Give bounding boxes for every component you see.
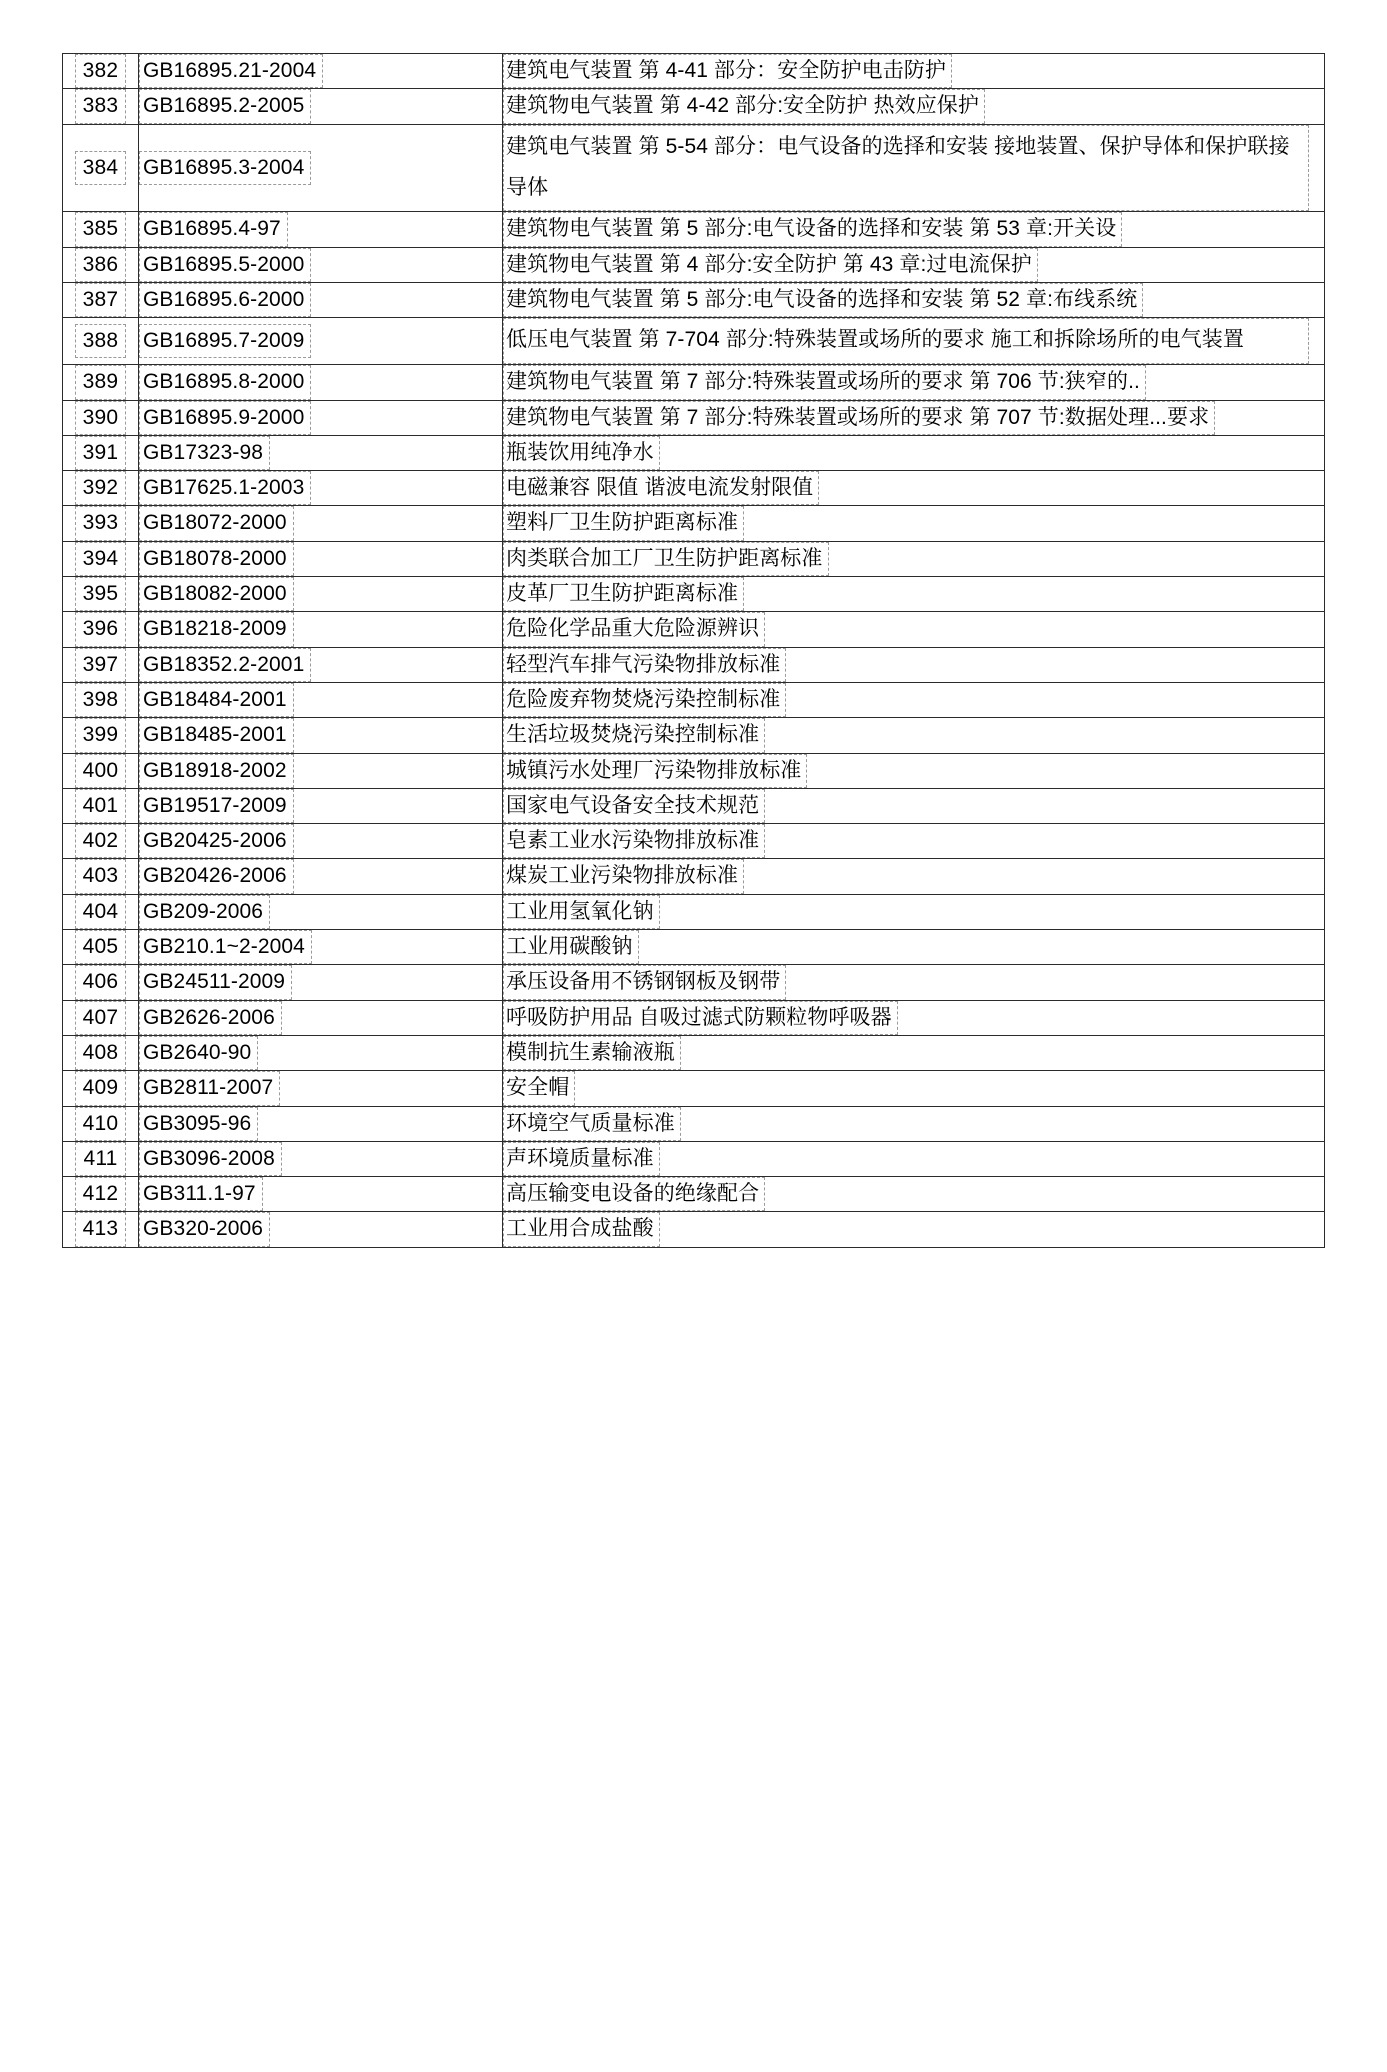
standard-title-text: 建筑物电气装置 第 5 部分:电气设备的选择和安装 第 53 章:开关设 [503,212,1122,246]
standard-code-text: GB2811-2007 [139,1071,280,1105]
standard-code-cell [139,753,503,788]
row-number-text: 389 [75,365,127,399]
standard-code-cell [139,894,503,929]
standard-code-text: GB16895.3-2004 [139,151,311,185]
row-number-cell [63,124,139,212]
standard-code-text: GB311.1-97 [139,1177,263,1211]
standard-title-text: 建筑电气装置 第 5-54 部分：电气设备的选择和安装 接地装置、保护导体和保护联接导体 [503,125,1309,212]
row-number-text: 395 [75,577,127,611]
table-row [63,1212,1325,1247]
standard-title-cell [503,753,1325,788]
table-row [63,400,1325,435]
standard-title-cell [503,930,1325,965]
standard-code-cell [139,247,503,282]
standard-code-text: GB18072-2000 [139,506,294,540]
row-number-cell [63,577,139,612]
row-number-cell [63,541,139,576]
standard-title-text: 建筑物电气装置 第 5 部分:电气设备的选择和安装 第 52 章:布线系统 [503,283,1143,317]
standard-code-text: GB16895.5-2000 [139,248,311,282]
standard-code-cell [139,1000,503,1035]
row-number-cell [63,89,139,124]
standard-code-cell [139,788,503,823]
row-number-cell [63,824,139,859]
standard-title-cell [503,647,1325,682]
row-number-text: 382 [75,54,127,88]
row-number-text: 397 [75,648,127,682]
table-row [63,753,1325,788]
standard-code-text: GB3096-2008 [139,1142,282,1176]
row-number-text: 387 [75,283,127,317]
standard-code-text: GB17625.1-2003 [139,471,311,505]
row-number-text: 411 [75,1142,125,1176]
standard-code-text: GB18918-2002 [139,754,294,788]
standard-title-text: 承压设备用不锈钢钢板及钢带 [503,965,786,999]
table-row [63,1000,1325,1035]
standards-table [62,53,1325,1248]
standard-title-cell [503,506,1325,541]
standard-code-cell [139,541,503,576]
standard-title-text: 煤炭工业污染物排放标准 [503,859,744,893]
standard-code-text: GB18078-2000 [139,542,294,576]
standards-table-body [63,54,1325,1248]
row-number-cell [63,435,139,470]
standard-code-text: GB2640-90 [139,1036,258,1070]
table-row [63,212,1325,247]
standard-title-text: 生活垃圾焚烧污染控制标准 [503,718,765,752]
row-number-text: 401 [75,789,127,823]
standard-title-cell [503,247,1325,282]
standard-code-text: GB16895.4-97 [139,212,288,246]
table-row [63,283,1325,318]
standard-code-text: GB18082-2000 [139,577,294,611]
standard-code-text: GB16895.2-2005 [139,89,311,123]
standard-code-cell [139,612,503,647]
table-row [63,718,1325,753]
standard-title-cell [503,541,1325,576]
standard-code-text: GB3095-96 [139,1107,258,1141]
standard-code-text: GB16895.21-2004 [139,54,323,88]
standard-title-text: 环境空气质量标准 [503,1107,681,1141]
row-number-cell [63,753,139,788]
standard-code-text: GB20426-2006 [139,859,294,893]
row-number-cell [63,506,139,541]
standard-code-cell [139,1035,503,1070]
standard-title-text: 轻型汽车排气污染物排放标准 [503,648,786,682]
standard-code-text: GB16895.8-2000 [139,365,311,399]
standard-code-text: GB18485-2001 [139,718,294,752]
table-row [63,89,1325,124]
standard-code-cell [139,1071,503,1106]
row-number-cell [63,54,139,89]
row-number-cell [63,1177,139,1212]
standard-title-cell [503,54,1325,89]
row-number-cell [63,471,139,506]
row-number-cell [63,1212,139,1247]
row-number-text: 405 [75,930,127,964]
row-number-text: 407 [75,1001,127,1035]
standard-code-text: GB18484-2001 [139,683,294,717]
standard-title-cell [503,965,1325,1000]
standard-code-cell [139,506,503,541]
standard-title-cell [503,89,1325,124]
row-number-text: 391 [75,436,127,470]
table-row [63,506,1325,541]
row-number-text: 390 [75,401,127,435]
standard-title-cell [503,435,1325,470]
standard-code-cell [139,400,503,435]
standard-code-cell [139,647,503,682]
table-row [63,859,1325,894]
standard-title-text: 建筑物电气装置 第 7 部分:特殊装置或场所的要求 第 706 节:狭窄的.. [503,365,1146,399]
standard-code-text: GB24511-2009 [139,965,292,999]
standard-code-text: GB18218-2009 [139,612,294,646]
table-row [63,930,1325,965]
standard-title-text: 呼吸防护用品 自吸过滤式防颗粒物呼吸器 [503,1001,898,1035]
row-number-cell [63,283,139,318]
standard-title-cell [503,1035,1325,1070]
standard-code-text: GB20425-2006 [139,824,294,858]
standard-code-text: GB320-2006 [139,1212,270,1246]
standard-code-text: GB18352.2-2001 [139,648,311,682]
row-number-cell [63,859,139,894]
standard-title-cell [503,1141,1325,1176]
standard-code-cell [139,1177,503,1212]
standard-title-cell [503,471,1325,506]
standard-code-text: GB2626-2006 [139,1001,282,1035]
standard-title-cell [503,612,1325,647]
standard-title-cell [503,400,1325,435]
standard-code-cell [139,824,503,859]
table-row [63,965,1325,1000]
table-row [63,541,1325,576]
table-row [63,1035,1325,1070]
row-number-cell [63,1141,139,1176]
row-number-cell [63,965,139,1000]
standard-code-cell [139,577,503,612]
row-number-text: 398 [75,683,127,717]
standard-title-text: 国家电气设备安全技术规范 [503,789,765,823]
table-row [63,435,1325,470]
standard-title-cell [503,1177,1325,1212]
table-row [63,365,1325,400]
table-row [63,471,1325,506]
table-row [63,612,1325,647]
standard-title-text: 建筑物电气装置 第 7 部分:特殊装置或场所的要求 第 707 节:数据处理...要求 [503,401,1215,435]
standard-code-cell [139,930,503,965]
row-number-cell [63,682,139,717]
standard-title-text: 危险废弃物焚烧污染控制标准 [503,683,786,717]
row-number-cell [63,1106,139,1141]
standard-code-cell [139,89,503,124]
standard-title-text: 工业用碳酸钠 [503,930,639,964]
row-number-text: 396 [75,612,127,646]
standard-code-cell [139,435,503,470]
row-number-text: 400 [75,754,127,788]
standard-code-cell [139,318,503,365]
table-row [63,1106,1325,1141]
row-number-cell [63,718,139,753]
row-number-cell [63,1071,139,1106]
row-number-text: 404 [75,895,127,929]
row-number-text: 410 [75,1107,127,1141]
table-row [63,682,1325,717]
standard-code-cell [139,965,503,1000]
table-row [63,894,1325,929]
standard-code-cell [139,1106,503,1141]
standard-code-text: GB209-2006 [139,895,270,929]
standard-title-cell [503,682,1325,717]
row-number-cell [63,894,139,929]
row-number-cell [63,647,139,682]
row-number-cell [63,247,139,282]
standard-code-cell [139,1212,503,1247]
standard-code-cell [139,283,503,318]
table-row [63,788,1325,823]
row-number-cell [63,400,139,435]
row-number-text: 412 [75,1177,127,1211]
row-number-text: 394 [75,542,127,576]
standard-code-text: GB16895.6-2000 [139,283,311,317]
standard-title-text: 肉类联合加工厂卫生防护距离标准 [503,542,829,576]
row-number-text: 393 [75,506,127,540]
standard-title-text: 危险化学品重大危险源辨识 [503,612,765,646]
table-row [63,1141,1325,1176]
standard-title-cell [503,1212,1325,1247]
standard-title-text: 安全帽 [503,1071,575,1105]
standard-title-text: 高压输变电设备的绝缘配合 [503,1177,765,1211]
table-row [63,124,1325,212]
standard-title-text: 电磁兼容 限值 谐波电流发射限值 [503,471,819,505]
standard-title-text: 建筑物电气装置 第 4 部分:安全防护 第 43 章:过电流保护 [503,248,1038,282]
standard-title-cell [503,318,1325,365]
table-row [63,54,1325,89]
row-number-text: 413 [75,1212,127,1246]
standard-title-text: 城镇污水处理厂污染物排放标准 [503,754,807,788]
table-row [63,647,1325,682]
standard-title-text: 工业用氢氧化钠 [503,895,660,929]
standard-title-cell [503,1071,1325,1106]
row-number-text: 402 [75,824,127,858]
row-number-cell [63,212,139,247]
standard-title-text: 瓶装饮用纯净水 [503,436,660,470]
standard-title-cell [503,1000,1325,1035]
standard-code-text: GB19517-2009 [139,789,294,823]
standard-code-cell [139,682,503,717]
row-number-cell [63,1035,139,1070]
row-number-text: 384 [75,151,127,185]
standard-code-text: GB16895.9-2000 [139,401,311,435]
row-number-text: 386 [75,248,127,282]
standard-code-cell [139,1141,503,1176]
row-number-text: 388 [75,324,127,358]
table-row [63,577,1325,612]
row-number-text: 385 [75,212,127,246]
standard-title-cell [503,859,1325,894]
row-number-text: 392 [75,471,127,505]
standard-title-text: 塑料厂卫生防护距离标准 [503,506,744,540]
standard-code-cell [139,718,503,753]
row-number-cell [63,612,139,647]
standard-title-text: 声环境质量标准 [503,1142,660,1176]
standard-title-text: 模制抗生素输液瓶 [503,1036,681,1070]
standard-title-cell [503,824,1325,859]
standard-code-text: GB17323-98 [139,436,270,470]
row-number-text: 383 [75,89,127,123]
standard-code-text: GB16895.7-2009 [139,324,311,358]
standard-title-cell [503,365,1325,400]
row-number-text: 399 [75,718,127,752]
row-number-text: 403 [75,859,127,893]
table-row [63,1177,1325,1212]
standard-code-cell [139,212,503,247]
row-number-text: 406 [75,965,127,999]
standard-title-cell [503,212,1325,247]
standard-code-cell [139,54,503,89]
table-row [63,1071,1325,1106]
row-number-cell [63,930,139,965]
standard-title-text: 低压电气装置 第 7-704 部分:特殊装置或场所的要求 施工和拆除场所的电气装置 [503,318,1309,364]
standard-title-cell [503,577,1325,612]
row-number-cell [63,365,139,400]
row-number-cell [63,318,139,365]
standard-title-cell [503,283,1325,318]
standard-code-cell [139,471,503,506]
standard-title-cell [503,124,1325,212]
standard-title-cell [503,894,1325,929]
standard-title-text: 建筑物电气装置 第 4-42 部分:安全防护 热效应保护 [503,89,985,123]
standard-title-text: 建筑电气装置 第 4-41 部分：安全防护电击防护 [503,54,952,88]
table-row [63,247,1325,282]
standard-code-cell [139,859,503,894]
standard-title-text: 工业用合成盐酸 [503,1212,660,1246]
table-row [63,824,1325,859]
table-row [63,318,1325,365]
standard-title-cell [503,718,1325,753]
row-number-cell [63,1000,139,1035]
standard-code-text: GB210.1~2-2004 [139,930,312,964]
row-number-text: 408 [75,1036,127,1070]
standard-code-cell [139,124,503,212]
standard-title-text: 皮革厂卫生防护距离标准 [503,577,744,611]
standard-title-cell [503,788,1325,823]
row-number-cell [63,788,139,823]
standard-title-text: 皂素工业水污染物排放标准 [503,824,765,858]
row-number-text: 409 [75,1071,127,1105]
standard-code-cell [139,365,503,400]
standard-title-cell [503,1106,1325,1141]
